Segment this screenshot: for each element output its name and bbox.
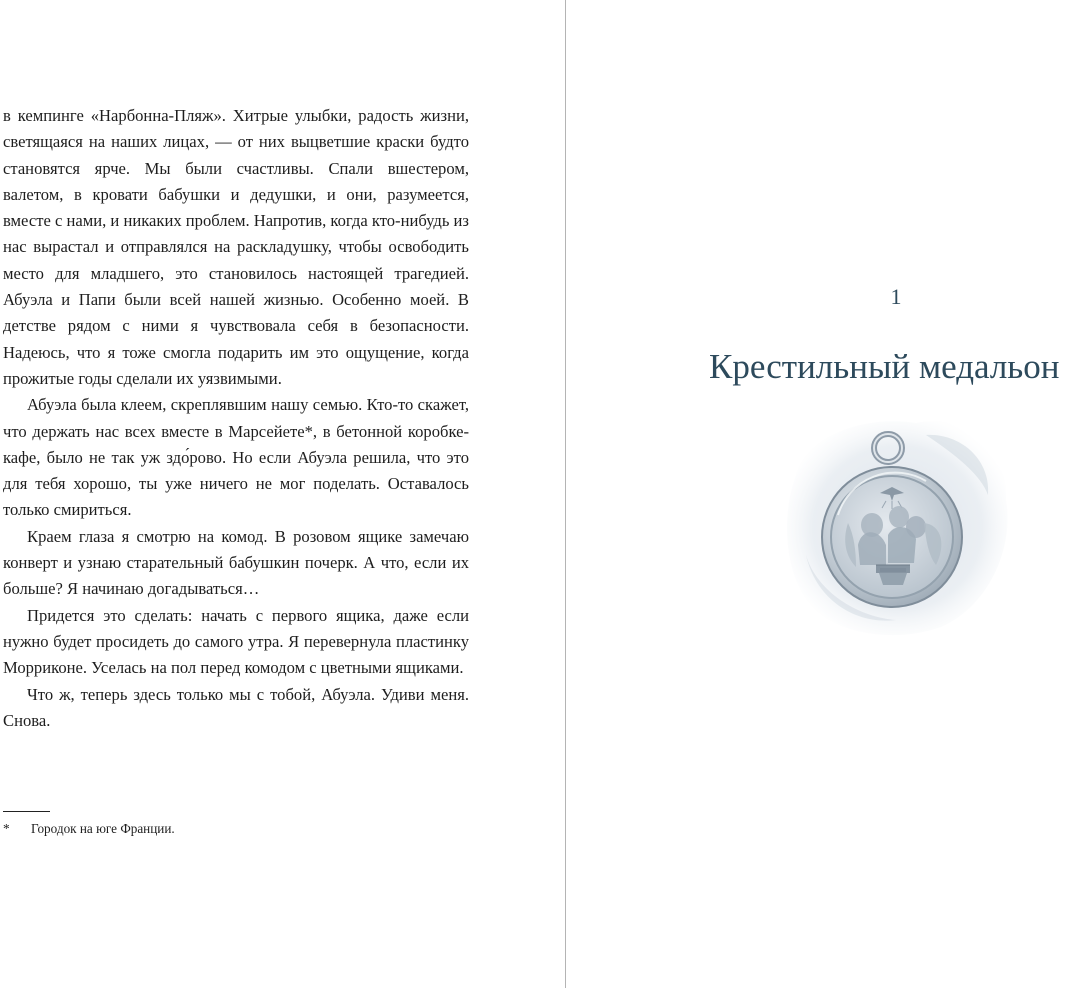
paragraph: в кемпинге «Нарбонна-Пляж». Хитрые улыбки, радость жизни, светящаяся на наших лицах, — от них выцветшие краски будто становятся ярче. Мы были счастливы. Спали вшестером, валетом, в кровати бабушки и дедушки, и они, разумеется, вместе с нами, и никаких проблем. Напротив, когда кто-нибудь из нас вырастал и отправлялся на раскладушку, чтобы освободить место для младшего, это становилось настоящей трагедией. Абуэла и Папи были всей нашей жизнью. Особенно моей. В детстве рядом с ними я чувствовала себя в безопасности. Надеюсь, что я тоже смогла подарить им это ощущение, когда прожитые годы сделали их уязвимыми. [3,106,469,388]
footnote-text: Городок на юге Франции. [31,821,175,836]
paragraph: Придется это сделать: начать с первого ящика, даже если нужно будет просидеть до самого утра. Я перевернула пластинку Морриконе. Уселась на пол перед комодом с цветными ящиками. [3,605,469,678]
chapter-number: 1 [890,284,902,309]
paragraph: Краем глаза я смотрю на комод. В розовом ящике замечаю конверт и узнаю старательный бабушкин почерк. А что, если их больше? Я начинаю догадываться… [3,526,469,599]
footnote [3,820,175,838]
paragraph: Абуэла была клеем, скреплявшим нашу семью. Кто-то скажет, что держать нас всех вместе в Марсейете*, в бетонной коробке-кафе, было не так уж здо́рово. Но если Абуэла решила, что это для тебя хорошо, ты уже ничего не мог поделать. Оставалось только смириться. [3,395,469,520]
baptismal-medallion-illustration [776,405,1016,643]
body-text [3,103,469,734]
footnote-mark: * [3,821,10,836]
footnote-rule [3,811,50,812]
paragraph: Что ж, теперь здесь только мы с тобой, Абуэла. Удиви меня. Снова. [3,684,469,730]
medallion-icon [776,405,1016,643]
right-page [566,0,1082,988]
chapter-title: Крестильный медальон [709,347,1060,386]
